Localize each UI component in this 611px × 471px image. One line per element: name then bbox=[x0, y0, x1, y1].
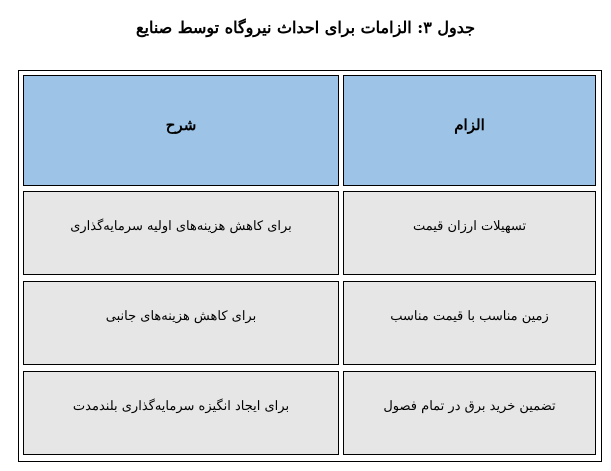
header-requirement: الزام bbox=[343, 75, 596, 186]
description-cell: برای کاهش هزینه‌های جانبی bbox=[23, 281, 339, 365]
description-cell: برای ایجاد انگیزه سرمایه‌گذاری بلندمدت bbox=[23, 371, 339, 455]
requirement-cell: تضمین خرید برق در تمام فصول bbox=[343, 371, 596, 455]
description-cell: برای کاهش هزینه‌های اولیه سرمایه‌گذاری bbox=[23, 191, 339, 275]
header-description: شرح bbox=[23, 75, 339, 186]
requirement-cell: زمین مناسب با قیمت مناسب bbox=[343, 281, 596, 365]
table-caption: جدول ۳: الزامات برای احداث نیروگاه توسط صنایع bbox=[135, 18, 475, 37]
requirement-cell: تسهیلات ارزان قیمت bbox=[343, 191, 596, 275]
